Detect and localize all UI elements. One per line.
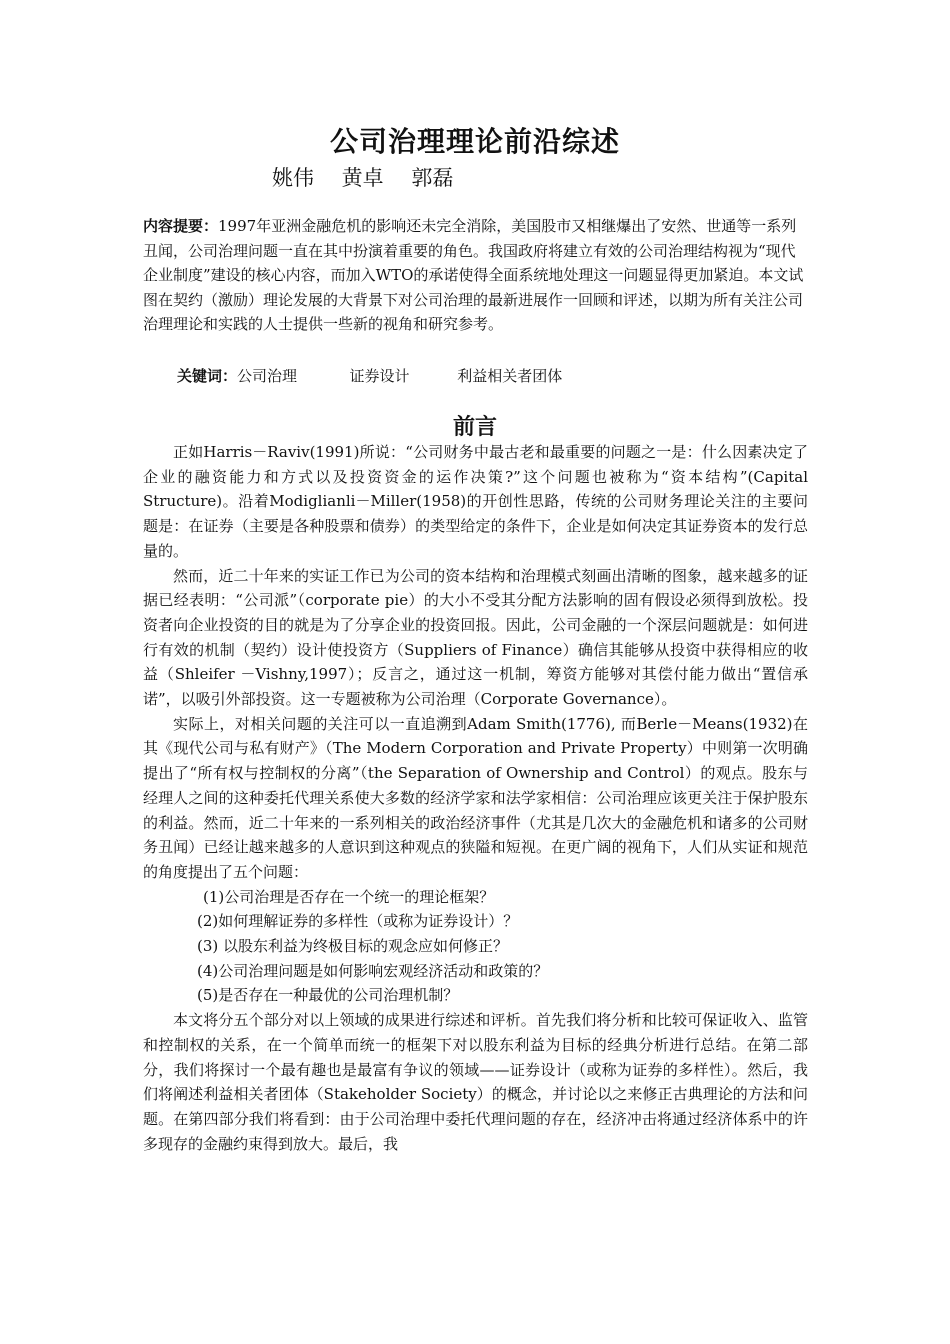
section-heading: 前言 xyxy=(452,414,497,440)
body-text xyxy=(143,440,808,1156)
question-4: (4)公司治理问题是如何影响宏观经济活动和政策的？ xyxy=(197,961,549,980)
paper-title: 公司治理理论前沿综述 xyxy=(329,125,620,158)
abstract-label: 内容提要： xyxy=(143,217,219,235)
question-1: (1)公司治理是否存在一个统一的理论框架？ xyxy=(203,887,495,906)
paragraph-2: 然而，近二十年来的实证工作已为公司的资本结构和治理模式刻画出清晰的图象，越来越多的证据已经表明：“公司派”（corporate pie）的大小不受其分配方法影响的固有假设必须得到放松。投资者向企业投资的目的就是为了分享企业的投资回报。因此，公司金融的一个深层问题就是：如何进行有效的机制（契约）设计使投资方（Suppliers of Finance）确信其能够从投资中获得相应的收益（Shleifer －Vishny,1997）；反言之，通过这一机制，筹资方能够对其偿付能力做出“置信承诺”，以吸引外部投资。这一专题被称为公司治理（Corporate Governance）。 xyxy=(143,566,808,709)
keywords xyxy=(177,365,562,386)
keyword-2: 证券设计 xyxy=(349,367,410,385)
question-3: (3) 以股东利益为终极目标的观念应如何修正？ xyxy=(197,937,509,956)
question-2: (2)如何理解证券的多样性（或称为证券设计）？ xyxy=(197,912,519,931)
authors: 姚伟 黄卓 郭磊 xyxy=(272,166,454,190)
abstract-text: 1997年亚洲金融危机的影响还未完全消除，美国股市又相继爆出了安然、世通等一系列丑闻，公司治理问题一直在其中扮演着重要的角色。我国政府将建立有效的公司治理结构视为“现代企业制度”建设的核心内容，而加入WTO的承诺使得全面系统地处理这一问题显得更加紧迫。本文试图在契约（激励）理论发展的大背景下对公司治理的最新进展作一回顾和评述，以期为所有关注公司治理理论和实践的人士提供一些新的视角和研究参考。 xyxy=(143,217,804,333)
abstract xyxy=(143,214,808,337)
keywords-label: 关键词： xyxy=(177,367,238,385)
paragraph-3: 实际上，对相关问题的关注可以一直追溯到Adam Smith(1776), 而Berle－Means(1932)在其《现代公司与私有财产》（The Modern Corporation and Private Property）中则第一次明确提出了“所有权与控制权的分离”（the Separation of Ownership and Control）的观点。股东与经理人之间的这种委托代理关系使大多数的经济学家和法学家相信：公司治理应该更关注于保护股东的利益。然而，近二十年来的一系列相关的政治经济事件（尤其是几次大的金融危机和诸多的公司财务丑闻）已经让越来越多的人意识到这种观点的狭隘和短视。在更广阔的视角下，人们从实证和规范的角度提出了五个问题： xyxy=(143,714,808,881)
keyword-3: 利益相关者团体 xyxy=(457,367,563,385)
paragraph-4: 本文将分五个部分对以上领域的成果进行综述和评析。首先我们将分析和比较可保证收入、监管和控制权的关系，在一个简单而统一的框架下对以股东利益为目标的经典分析进行总结。在第二部分，我们将探讨一个最有趣也是最富有争议的领域——证券设计（或称为证券的多样性）。然后，我们将阐述利益相关者团体（Stakeholder Society）的概念，并讨论以之来修正古典理论的方法和问题。在第四部分我们将看到：由于公司治理中委托代理问题的存在，经济冲击将通过经济体系中的许多现存的金融约束得到放大。最后，我 xyxy=(143,1011,808,1153)
keyword-1: 公司治理 xyxy=(237,367,298,385)
paragraph-1: 正如Harris－Raviv(1991)所说：“公司财务中最古老和最重要的问题之一是：什么因素决定了企业的融资能力和方式以及投资资金的运作决策?”这个问题也被称为“资本结构”(Capital Structure)。沿着Modiglianli－Miller(1958)的开创性思路，传统的公司财务理论关注的主要问题是：在证券（主要是各种股票和债券）的类型给定的条件下，企业是如何决定其证券资本的发行总量的。 xyxy=(143,443,808,560)
question-5: (5)是否存在一种最优的公司治理机制？ xyxy=(197,986,459,1005)
